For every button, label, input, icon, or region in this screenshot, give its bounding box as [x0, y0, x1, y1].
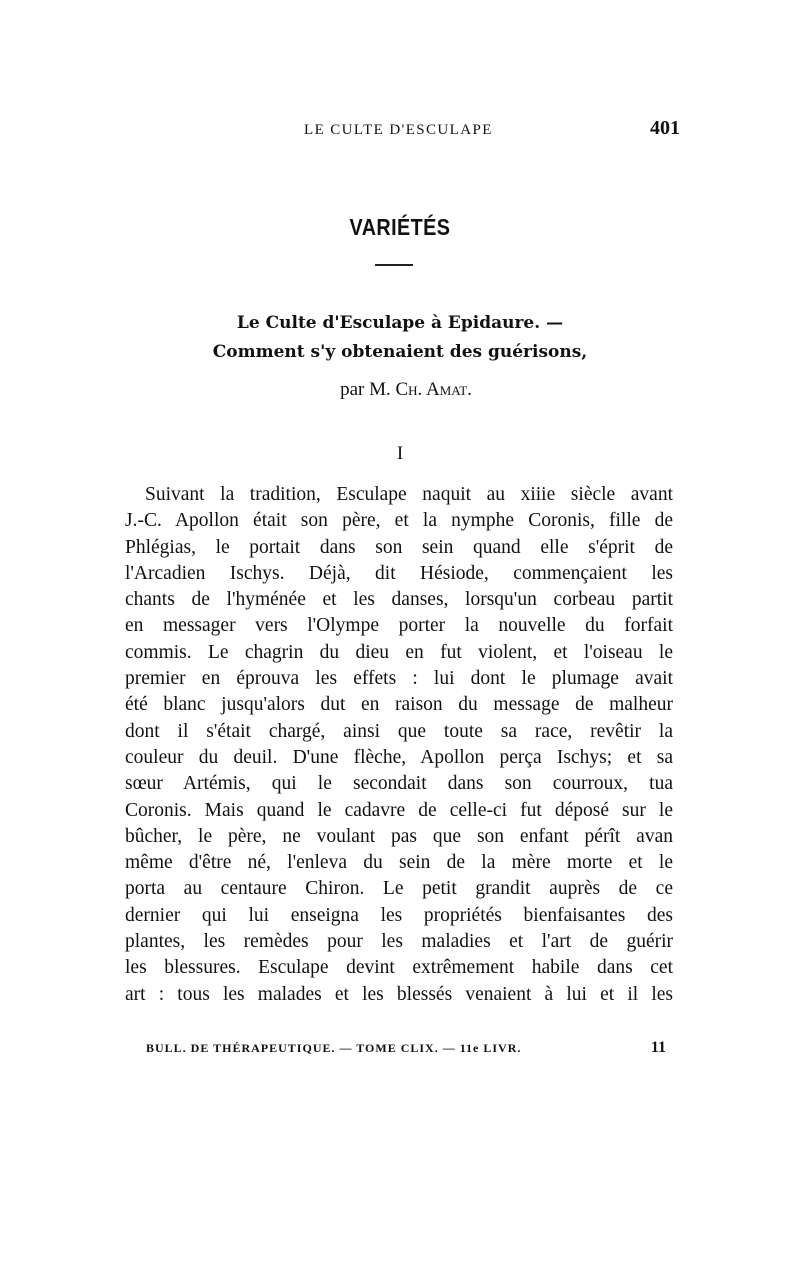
text-line: même d'être né, l'enleva du sein de la mère morte et le: [125, 852, 673, 874]
text-line: Phlégias, le portait dans son sein quand elle s'éprit de: [125, 536, 673, 558]
article-title-line-1: Le Culte d'Esculape à Epidaure. —: [236, 313, 564, 333]
text-line: porta au centaure Chiron. Le petit grandit auprès de ce: [125, 878, 673, 900]
running-head: [120, 117, 680, 140]
text-line: dernier qui lui enseigna les propriétés bienfaisantes des: [125, 904, 673, 926]
text-line: premier en éprouva les effets : lui dont le plumage avait: [125, 668, 673, 690]
signature-mark: 11: [650, 1039, 666, 1056]
text-line: chants de l'hyménée et les danses, lorsqu'un corbeau partit: [125, 589, 673, 611]
author-byline: [0, 379, 800, 401]
body-text: [125, 482, 673, 1008]
article-title: [0, 309, 800, 367]
text-line: J.-C. Apollon était son père, et la nymphe Coronis, fille de: [125, 510, 673, 532]
page-footer: [146, 1039, 666, 1057]
section-number: I: [396, 443, 404, 464]
running-title: LE CULTE D'ESCULAPE: [304, 122, 493, 138]
text-line: couleur du deuil. D'une flèche, Apollon perça Ischys; et sa: [125, 746, 673, 768]
text-line: sœur Artémis, qui le secondait dans son courroux, tua: [125, 773, 673, 795]
article-title-line-2: Comment s'y obtenaient des guérisons,: [212, 342, 588, 362]
text-line: Suivant la tradition, Esculape naquit au xiiie siècle avant: [145, 484, 673, 505]
title-rule: [375, 264, 413, 266]
text-line: plantes, les remèdes pour les maladies et l'art de guérir: [125, 931, 673, 953]
author-name: Ch. Amat.: [395, 379, 472, 400]
text-line: été blanc jusqu'alors dut en raison du message de malheur: [125, 694, 673, 716]
section-title: VARIÉTÉS: [349, 214, 451, 240]
author-prefix: par M.: [340, 379, 396, 400]
page-number: 401: [650, 117, 680, 139]
text-line: bûcher, le père, ne voulant pas que son enfant pérît avan: [125, 825, 673, 847]
text-line: l'Arcadien Ischys. Déjà, dit Hésiode, commençaient les: [125, 562, 673, 584]
text-line: art : tous les malades et les blessés venaient à lui et il les: [125, 983, 673, 1005]
footer-label: BULL. DE THÉRAPEUTIQUE. — TOME CLIX. — 11e LIVR.: [146, 1041, 522, 1055]
text-line: commis. Le chagrin du dieu en fut violent, et l'oiseau le: [125, 641, 673, 663]
text-line: les blessures. Esculape devint extrêmement habile dans cet: [125, 957, 673, 979]
text-line: en messager vers l'Olympe porter la nouvelle du forfait: [125, 615, 673, 637]
text-line: dont il s'était chargé, ainsi que toute sa race, revêtir la: [125, 720, 673, 742]
text-line: Coronis. Mais quand le cadavre de celle-ci fut déposé sur le: [125, 799, 673, 821]
